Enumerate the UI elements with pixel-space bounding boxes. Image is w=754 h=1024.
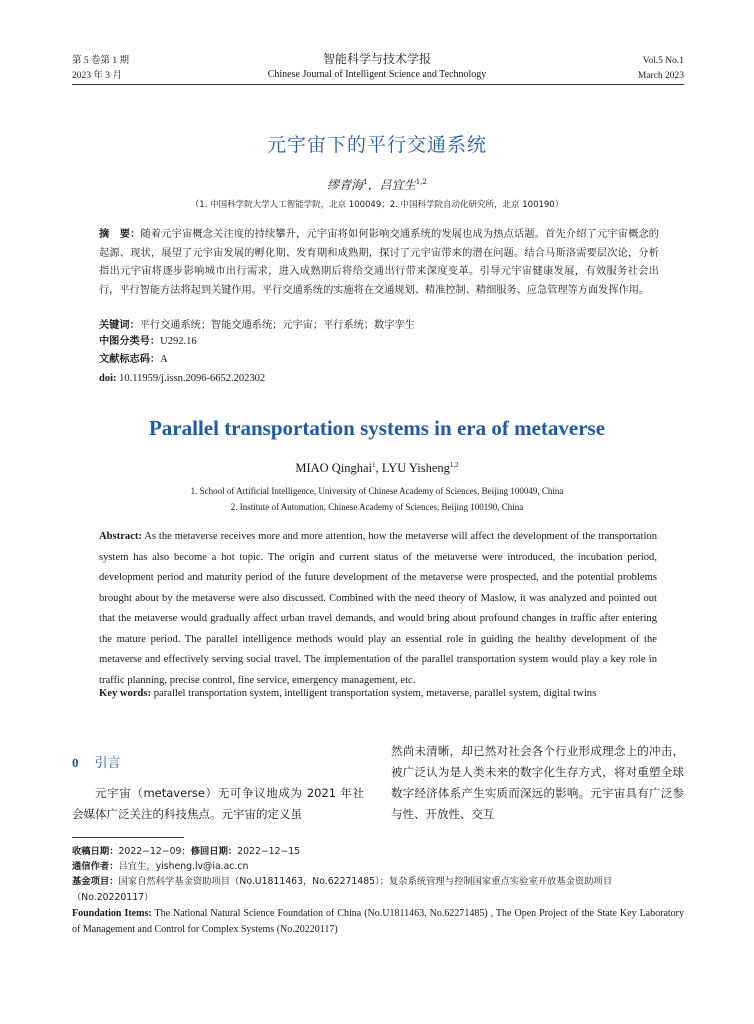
doi bbox=[99, 371, 659, 386]
corresponding-text: 吕宜生，yisheng.lv@ia.ac.cn bbox=[118, 861, 249, 872]
doi-link[interactable]: 10.11959/j.issn.2096-6652.202302 bbox=[116, 373, 266, 384]
keywords-cn bbox=[99, 318, 659, 333]
funding-en bbox=[72, 906, 684, 938]
doc-code-value: A bbox=[160, 354, 168, 365]
revised-label: 修回日期： bbox=[190, 846, 238, 857]
author-name: MIAO Qinghai bbox=[295, 461, 373, 475]
abstract-en-label: Abstract: bbox=[99, 531, 142, 542]
author-separator: , bbox=[375, 461, 382, 475]
clc-label: 中图分类号： bbox=[99, 336, 161, 347]
document-code bbox=[99, 352, 659, 367]
author-name: LYU Yisheng bbox=[381, 461, 450, 475]
corresponding-label: 通信作者： bbox=[72, 861, 119, 872]
volume-issue-cn: 第 5 卷第 1 期 bbox=[72, 56, 130, 66]
keywords-en bbox=[99, 686, 657, 702]
author-affil-mark: 1,2 bbox=[415, 178, 427, 186]
abstract-cn-label: 摘 要： bbox=[99, 229, 141, 240]
paper-title-en: Parallel transportation systems in era of metaverse bbox=[148, 416, 606, 440]
keywords-cn-text: 平行交通系统；智能交通系统；元宇宙；平行系统；数字孪生 bbox=[139, 320, 415, 331]
abstract-cn bbox=[99, 226, 659, 300]
author-affil-mark: 1,2 bbox=[449, 460, 459, 469]
volume-issue-en: Vol.5 No.1 bbox=[642, 56, 684, 66]
journal-name-cn: 智能科学与技术学报 bbox=[322, 52, 431, 66]
received-label: 收稿日期： bbox=[72, 846, 119, 857]
keywords-en-text: parallel transportation system, intelligent transportation system, metaverse, parallel system, digital twins bbox=[151, 688, 597, 699]
clc-value: U292.16 bbox=[160, 336, 197, 347]
received-date: 2022−12−09； bbox=[118, 846, 191, 857]
clc-number bbox=[99, 334, 659, 349]
author-affil-mark: 1 bbox=[363, 178, 368, 186]
funding-cn-label: 基金项目： bbox=[72, 876, 119, 887]
affiliation-cn: （1. 中国科学院大学人工智能学院，北京 100049；2. 中国科学院自动化研究所，北京 100190） bbox=[190, 200, 564, 210]
doc-code-label: 文献标志码： bbox=[99, 354, 161, 365]
abstract-en bbox=[99, 527, 657, 691]
section-title: 引言 bbox=[94, 756, 121, 771]
affiliation-en: 1. School of Artificial Intelligence, University of Chinese Academy of Sciences, Beijing 100049, China bbox=[190, 486, 564, 496]
date-cn: 2023 年 3 月 bbox=[72, 71, 122, 81]
keywords-en-label: Key words: bbox=[99, 688, 152, 699]
footnote-divider bbox=[72, 837, 184, 838]
author-affil-mark: 1 bbox=[372, 460, 376, 469]
funding-en-label: Foundation Items: bbox=[72, 908, 152, 919]
paper-title-cn: 元宇宙下的平行交通系统 bbox=[266, 134, 487, 156]
abstract-cn-text: 随着元宇宙概念关注度的持续攀升，元宇宙将如何影响交通系统的发展也成为热点话题。首先介绍了元宇宙概念的起源、现状，展望了元宇宙发展的孵化期、发育期和成熟期，探讨了元宇宙带来的潜在问题。结合马斯洛需要层次论，分析指出元宇宙将逐步影响城市出行需求，进入成熟期后将给交通出行带来深度变革。引导元宇宙健康发展，有效服务社会出行，平行智能方法将起到关键作用。平行交通系统的实施将在交通规划、精准控制、精细服务、应急管理等方面发挥作用。 bbox=[99, 229, 659, 296]
journal-name-en: Chinese Journal of Intelligent Science and Technology bbox=[267, 69, 487, 80]
author-separator: ， bbox=[367, 178, 380, 192]
funding-cn-text: 国家自然科学基金资助项目（No.U1811463，No.62271485）；复杂系统管理与控制国家重点实验室开放基金资助项目（No.20220117） bbox=[72, 876, 613, 903]
body-column-left: 元宇宙（metaverse）无可争议地成为 2021 年社会媒体广泛关注的科技焦点。元宇宙的定义虽 bbox=[72, 786, 364, 821]
revised-date: 2022−12−15 bbox=[237, 846, 301, 857]
funding-en-text: The National Natural Science Foundation of China (No.U1811463, No.62271485) , The Open Project of the State Key Laboratory of Management and Control for Complex Systems (No.20220117) bbox=[72, 908, 684, 935]
received-dates bbox=[72, 844, 684, 860]
author-name: 吕宜生 bbox=[379, 178, 416, 192]
funding-cn bbox=[72, 874, 684, 905]
header-divider bbox=[72, 84, 684, 85]
date-en: March 2023 bbox=[637, 71, 684, 81]
abstract-en-text: As the metaverse receives more and more attention, how the metaverse will affect the development of the transportation system has also become a hot topic. The origin and current status of the metaverse were introduced, the incubation period, development period and maturity period of the future development of the metaverse were prospected, and the potential problems brought about by the metaverse were also discussed. Combined with the need theory of Maslow, it was analyzed and pointed out that the metaverse would gradually affect urban travel demands, and would bring about profound changes in traffic after entering the mature period. The parallel intelligence methods would play an essential role in guiding the healthy development of the metaverse and effectively serving social travel. The implementation of the parallel transportation system would play a key role in traffic planning, precise control, fine service, emergency management, etc. bbox=[99, 531, 657, 686]
running-header-right bbox=[638, 54, 684, 84]
section-heading bbox=[72, 752, 121, 771]
authors-cn bbox=[0, 176, 754, 193]
author-name: 缪青海 bbox=[327, 178, 364, 192]
keywords-cn-label: 关键词： bbox=[99, 320, 140, 331]
affiliation-en: 2. Institute of Automation, Chinese Academy of Sciences, Beijing 100190, China bbox=[230, 502, 524, 512]
authors-en bbox=[0, 461, 754, 476]
doi-label: doi: bbox=[99, 373, 117, 384]
body-column-right: 然尚未清晰，却已然对社会各个行业形成理念上的冲击，被广泛认为是人类未来的数字化生存方式，将对重塑全球数字经济体系产生实质而深远的影响。元宇宙具有广泛参与性、开放性、交互 bbox=[391, 744, 684, 821]
section-number: 0 bbox=[72, 755, 79, 770]
corresponding-author bbox=[72, 859, 684, 875]
